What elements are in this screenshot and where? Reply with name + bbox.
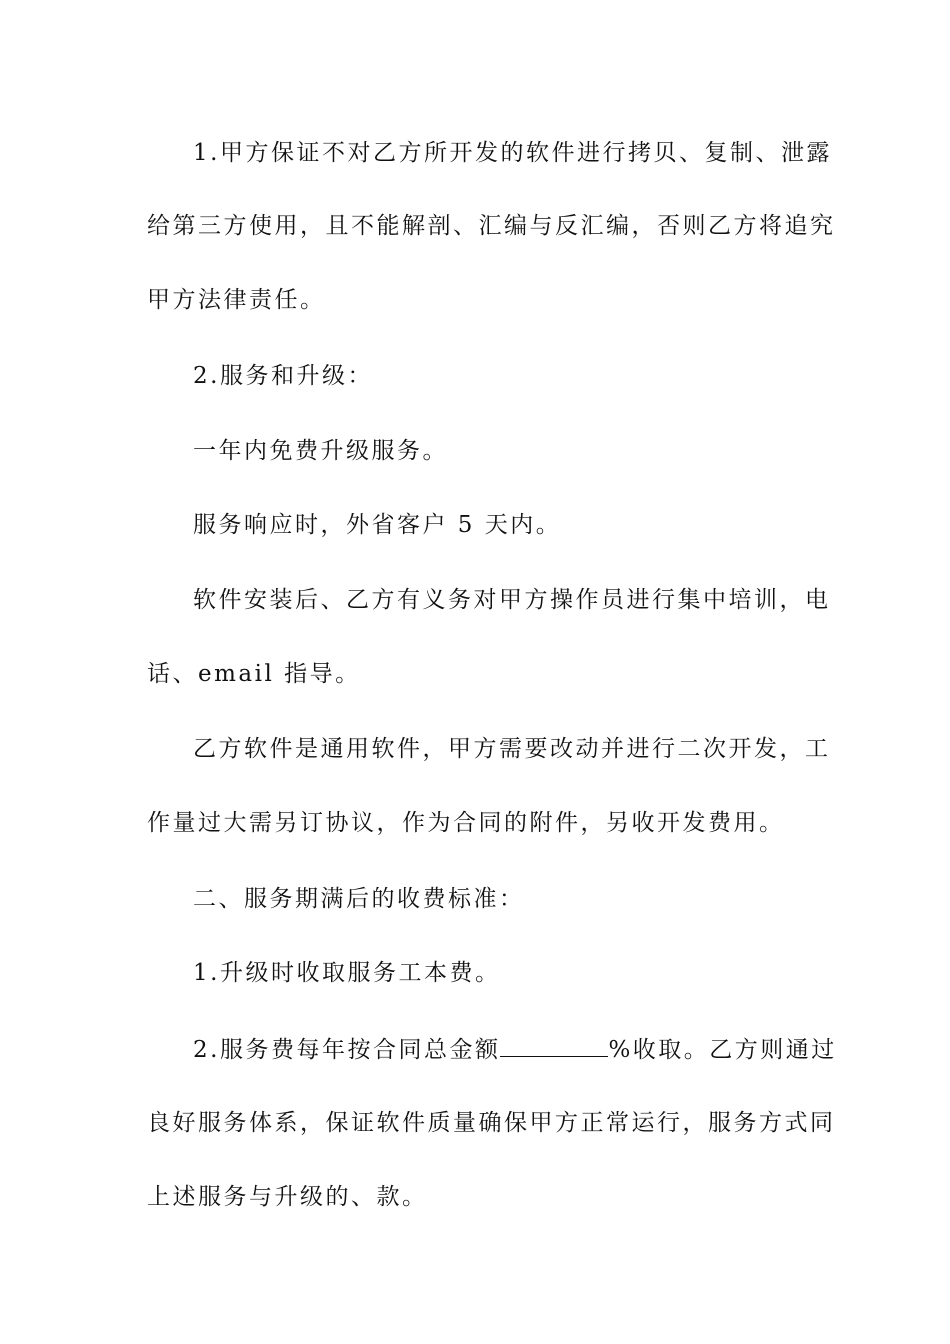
paragraph-4: 服务响应时，外省客户 5 天内。 bbox=[193, 512, 562, 538]
paragraph-2: 2.服务和升级： bbox=[193, 363, 373, 389]
paragraph-1-line-1: 1.甲方保证不对乙方所开发的软件进行拷贝、复制、泄露 bbox=[193, 140, 832, 166]
paragraph-5-line-1: 软件安装后、乙方有义务对甲方操作员进行集中培训，电 bbox=[193, 587, 831, 613]
paragraph-9-line-3: 上述服务与升级的、款。 bbox=[147, 1184, 428, 1210]
paragraph-6-line-1: 乙方软件是通用软件，甲方需要改动并进行二次开发，工 bbox=[193, 736, 831, 762]
paragraph-6-line-2: 作量过大需另订协议，作为合同的附件，另收开发费用。 bbox=[147, 810, 785, 836]
paragraph-7: 二、服务期满后的收费标准： bbox=[193, 886, 525, 912]
paragraph-3: 一年内免费升级服务。 bbox=[193, 438, 448, 464]
paragraph-1-line-3: 甲方法律责任。 bbox=[147, 287, 326, 313]
paragraph-8: 1.升级时收取服务工本费。 bbox=[193, 960, 501, 986]
paragraph-1-line-2: 给第三方使用，且不能解剖、汇编与反汇编，否则乙方将追究 bbox=[147, 213, 836, 239]
paragraph-5-line-2: 话、email 指导。 bbox=[147, 661, 361, 687]
paragraph-9-line-2: 良好服务体系，保证软件质量确保甲方正常运行，服务方式同 bbox=[147, 1110, 836, 1136]
paragraph-9-text-before-blank: 2.服务费每年按合同总金额 bbox=[193, 1037, 501, 1063]
amount-percentage-blank bbox=[500, 1034, 608, 1057]
paragraph-9-line-1 bbox=[193, 1034, 853, 1065]
paragraph-9-text-after-blank: %收取。乙方则通过 bbox=[608, 1037, 837, 1063]
